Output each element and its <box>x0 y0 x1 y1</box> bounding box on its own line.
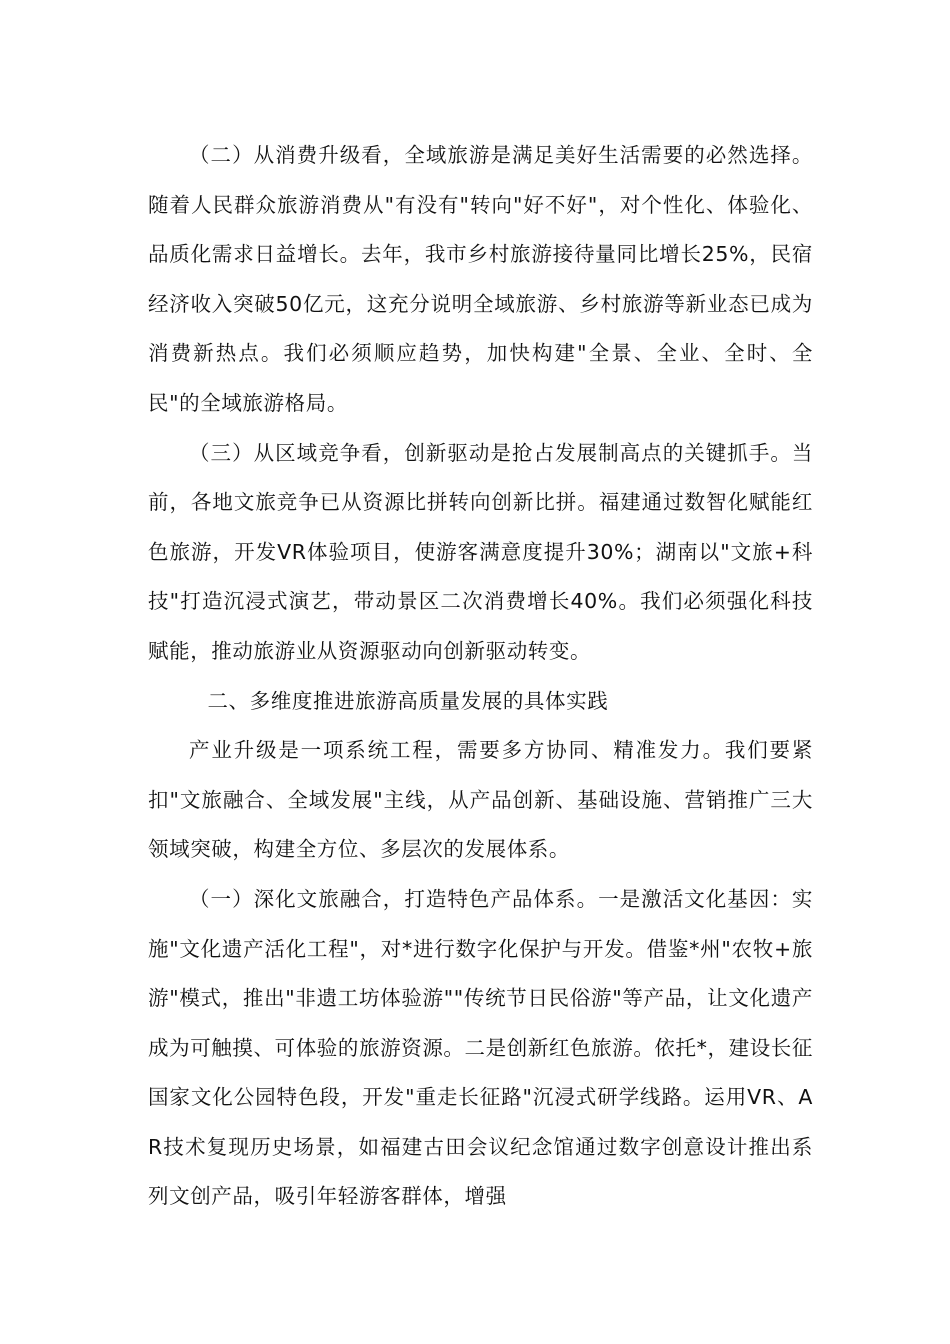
section-heading-practice: 二、多维度推进旅游高质量发展的具体实践 <box>207 688 609 713</box>
document-body <box>148 131 813 1222</box>
paragraph-regional-competition: （三）从区域竞争看，创新驱动是抢占发展制高点的关键抓手。当前，各地文旅竞争已从资源比拼转向创新比拼。福建通过数智化赋能红色旅游，开发VR体验项目，使游客满意度提升30%；湖南以"文旅+科技"打造沉浸式演艺，带动景区二次消费增长40%。我们必须强化科技赋能，推动旅游业从资源驱动向创新驱动转变。 <box>148 440 813 663</box>
paragraph-industry-upgrade: 产业升级是一项系统工程，需要多方协同、精准发力。我们要紧扣"文旅融合、全域发展"主线，从产品创新、基础设施、营销推广三大领域突破，构建全方位、多层次的发展体系。 <box>148 738 813 862</box>
paragraph-culture-tourism-fusion: （一）深化文旅融合，打造特色产品体系。一是激活文化基因：实施"文化遗产活化工程"，对*进行数字化保护与开发。借鉴*州"农牧+旅游"模式，推出"非遗工坊体验游""传统节日民俗游"等产品，让文化遗产成为可触摸、可体验的旅游资源。二是创新红色旅游。依托*，建设长征国家文化公园特色段，开发"重走长征路"沉浸式研学线路。运用VR、AR技术复现历史场景，如福建古田会议纪念馆通过数字创意设计推出系列文创产品，吸引年轻游客群体，增强 <box>148 886 813 1209</box>
paragraph-consumption-upgrade: （二）从消费升级看，全域旅游是满足美好生活需要的必然选择。随着人民群众旅游消费从"有没有"转向"好不好"，对个性化、体验化、品质化需求日益增长。去年，我市乡村旅游接待量同比增长25%，民宿经济收入突破50亿元，这充分说明全域旅游、乡村旅游等新业态已成为消费新热点。我们必须顺应趋势，加快构建"全景、全业、全时、全民"的全域旅游格局。 <box>148 143 813 415</box>
